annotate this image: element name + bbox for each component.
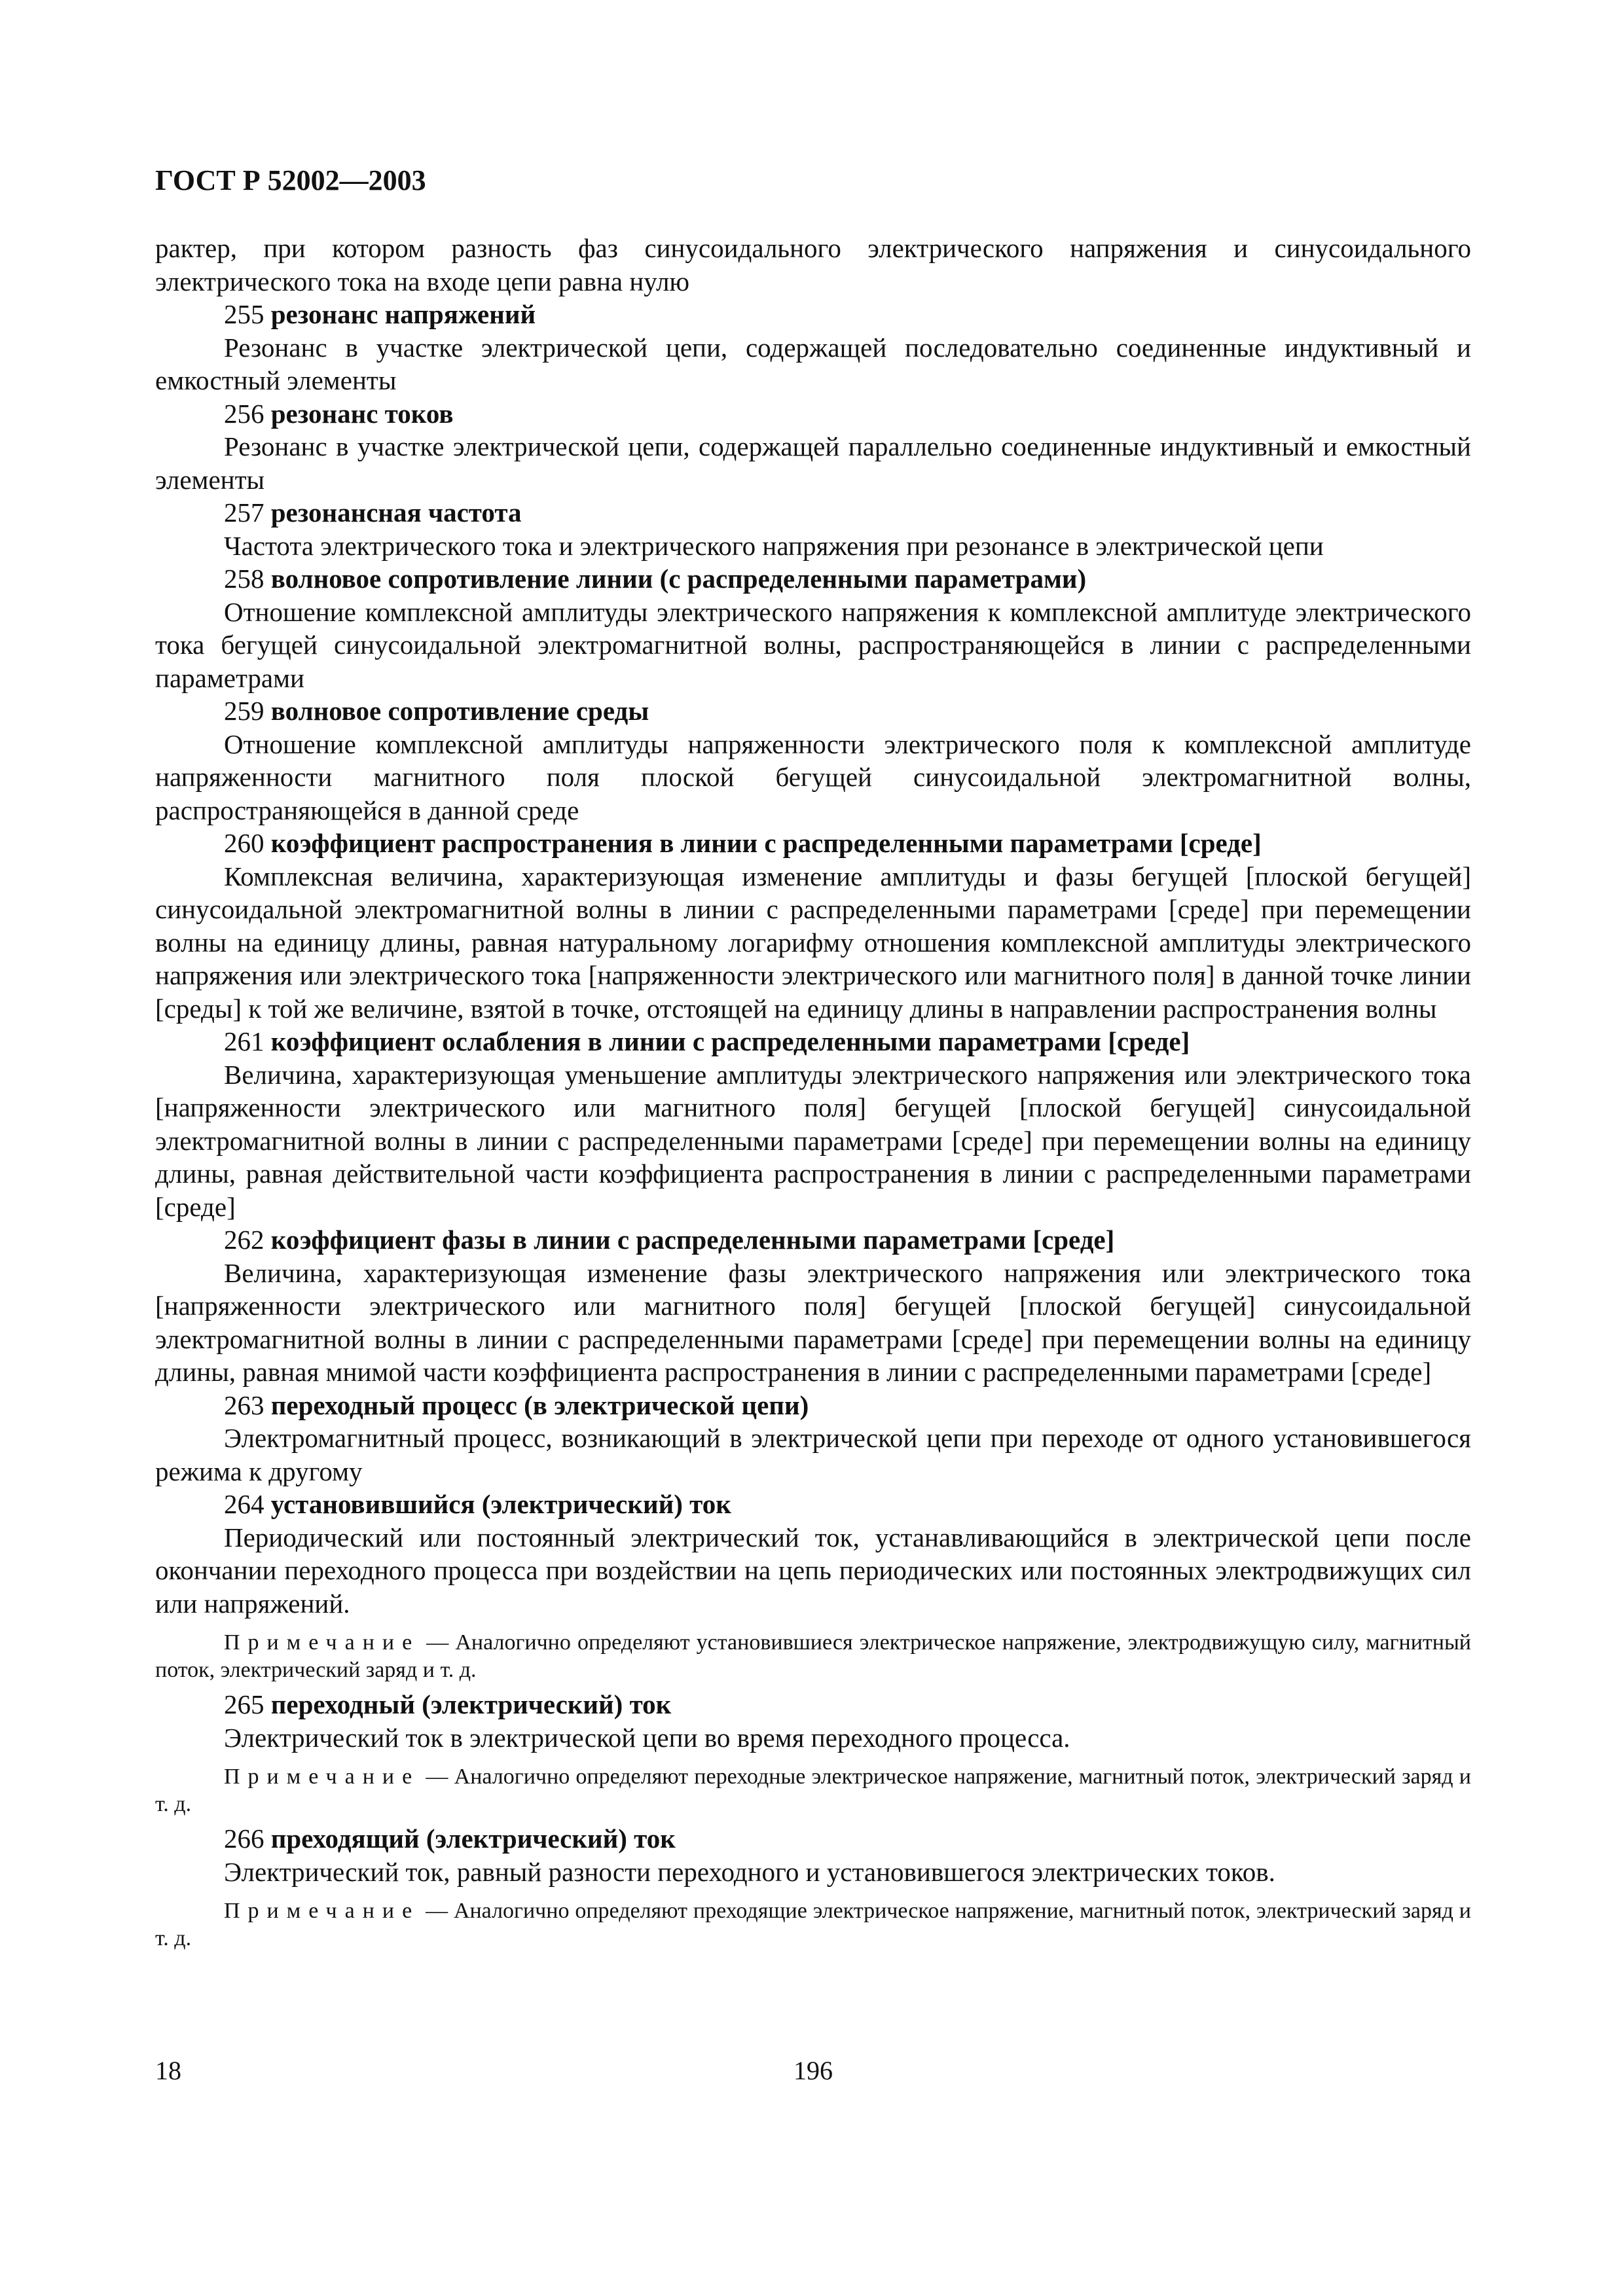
term-definition: Электромагнитный процесс, возникающий в электрической цепи при переходе от одного установившегося режима к другому	[155, 1423, 1471, 1486]
term-number: 261	[224, 1026, 264, 1056]
term-entry	[155, 1025, 1471, 1223]
term-entry	[155, 694, 1471, 827]
term-definition: Периодический или постоянный электрический ток, устанавливающийся в электрической цепи после окончании переходного процесса при воздействии на цепь периодических или постоянных электродвижущих сил или напряжений.	[155, 1522, 1471, 1619]
term-name: коэффициент фазы в линии с распределенными параметрами [среде]	[270, 1225, 1115, 1255]
term-name: волновое сопротивление линии (с распределенными параметрами)	[270, 564, 1087, 594]
term-note	[155, 1897, 1471, 1952]
document-body	[155, 232, 1471, 1952]
term-name: коэффициент ослабления в линии с распределенными параметрами [среде]	[270, 1026, 1190, 1056]
term-number: 266	[224, 1823, 264, 1854]
term-name: переходный (электрический) ток	[270, 1689, 672, 1719]
note-label: Примечание	[224, 1765, 420, 1789]
term-entry	[155, 1688, 1471, 1818]
term-entry	[155, 298, 1471, 397]
term-name: преходящий (электрический) ток	[270, 1823, 676, 1854]
term-heading	[155, 827, 1471, 860]
term-number: 265	[224, 1689, 264, 1719]
term-number: 255	[224, 299, 264, 329]
term-entry	[155, 1488, 1471, 1684]
term-entry	[155, 562, 1471, 694]
term-definition: Отношение комплексной амплитуды напряженности электрического поля к комплексной амплитуде напряженности магнитного поля плоской бегущей синусоидальной электромагнитной волны, распространяющейся в данной среде	[155, 728, 1471, 825]
term-definition: Резонанс в участке электрической цепи, содержащей параллельно соединенные индуктивный и емкостный элементы	[155, 431, 1471, 495]
term-name: установившийся (электрический) ток	[270, 1489, 731, 1519]
term-heading	[155, 1822, 1471, 1856]
term-number: 258	[224, 564, 264, 594]
term-name: волновое сопротивление среды	[270, 696, 649, 726]
term-heading	[155, 1488, 1471, 1521]
term-number: 256	[224, 398, 264, 429]
term-definition: Величина, характеризующая уменьшение амплитуды электрического напряжения или электрического тока [напряженности электрического или магнитного поля] бегущей [плоской бегущей] синусоидальной электромагнитной волны в линии с распределенными параметрами [среде] при перемещении волны на единицу длины, равная действительной части коэффициента распространения в линии с распределенными параметрами [среде]	[155, 1059, 1471, 1222]
term-definition: Комплексная величина, характеризующая изменение амплитуды и фазы бегущей [плоской бегущей] синусоидальной электромагнитной волны в линии с распределенными параметрами [среде] при перемещении волны на единицу длины, равная натуральному логарифму отношения комплексной амплитуды электрического напряжения или электрического тока [напряженности электрического или магнитного поля] в данной точке линии [среды] к той же величине, взятой в точке, отстоящей на единицу длины в направлении распространения волны	[155, 861, 1471, 1024]
term-number: 262	[224, 1225, 264, 1255]
term-note	[155, 1629, 1471, 1684]
document-header: ГОСТ Р 52002—2003	[155, 164, 426, 196]
term-entry	[155, 827, 1471, 1025]
term-heading	[155, 562, 1471, 596]
term-definition: Резонанс в участке электрической цепи, содержащей последовательно соединенные индуктивный и емкостный элементы	[155, 332, 1471, 395]
term-number: 264	[224, 1489, 264, 1519]
note-label: Примечание	[224, 1899, 420, 1923]
term-heading	[155, 1389, 1471, 1422]
note-text: — Аналогично определяют установившиеся электрическое напряжение, электродвижущую силу, магнитный поток, электрический заряд и т. д.	[155, 1630, 1471, 1682]
term-heading	[155, 298, 1471, 331]
term-heading	[155, 694, 1471, 728]
document-page	[155, 164, 1471, 1956]
term-number: 259	[224, 696, 264, 726]
term-heading	[155, 496, 1471, 529]
term-name: переходный процесс (в электрической цепи)	[270, 1390, 809, 1420]
term-definition: Электрический ток в электрической цепи во время переходного процесса.	[224, 1722, 1070, 1753]
term-definition: Величина, характеризующая изменение фазы электрического напряжения или электрического тока [напряженности электрического или магнитного поля] бегущей [плоской бегущей] синусоидальной электромагнитной волны в линии с распределенными параметрами [среде] при перемещении волны на единицу длины, равная мнимой части коэффициента распространения в линии с распределенными параметрами [среде]	[155, 1257, 1471, 1387]
term-number: 257	[224, 497, 264, 528]
term-entry	[155, 397, 1471, 497]
term-entry	[155, 496, 1471, 562]
page-number: 18	[155, 2056, 181, 2085]
term-number: 263	[224, 1390, 264, 1420]
term-name: коэффициент распространения в линии с распределенными параметрами [среде]	[270, 828, 1262, 858]
continuation-text: рактер, при котором разность фаз синусоидального электрического напряжения и синусоидального электрического тока на входе цепи равна нулю	[155, 233, 1471, 296]
term-heading	[155, 1025, 1471, 1058]
term-definition: Электрический ток, равный разности переходного и установившегося электрических токов.	[224, 1856, 1275, 1887]
note-text: — Аналогично определяют переходные электрическое напряжение, магнитный поток, электрический заряд и т. д.	[155, 1765, 1471, 1816]
note-text: — Аналогично определяют преходящие электрическое напряжение, магнитный поток, электрический заряд и т. д.	[155, 1899, 1471, 1950]
term-number: 260	[224, 828, 264, 858]
term-entry	[155, 1389, 1471, 1488]
sheet-number: 196	[793, 2056, 833, 2085]
term-note	[155, 1763, 1471, 1818]
term-name: резонансная частота	[270, 497, 522, 528]
term-heading	[155, 397, 1471, 431]
term-heading	[155, 1688, 1471, 1721]
note-label: Примечание	[224, 1630, 420, 1655]
term-definition: Отношение комплексной амплитуды электрического напряжения к комплексной амплитуде электрического тока бегущей синусоидальной электромагнитной волны, распространяющейся в линии с распределенными параметрами	[155, 596, 1471, 693]
term-name: резонанс напряжений	[270, 299, 536, 329]
term-entry	[155, 1822, 1471, 1952]
term-name: резонанс токов	[270, 398, 454, 429]
term-heading	[155, 1223, 1471, 1257]
term-definition: Частота электрического тока и электрического напряжения при резонансе в электрической цепи	[224, 530, 1324, 561]
term-entry	[155, 1223, 1471, 1389]
